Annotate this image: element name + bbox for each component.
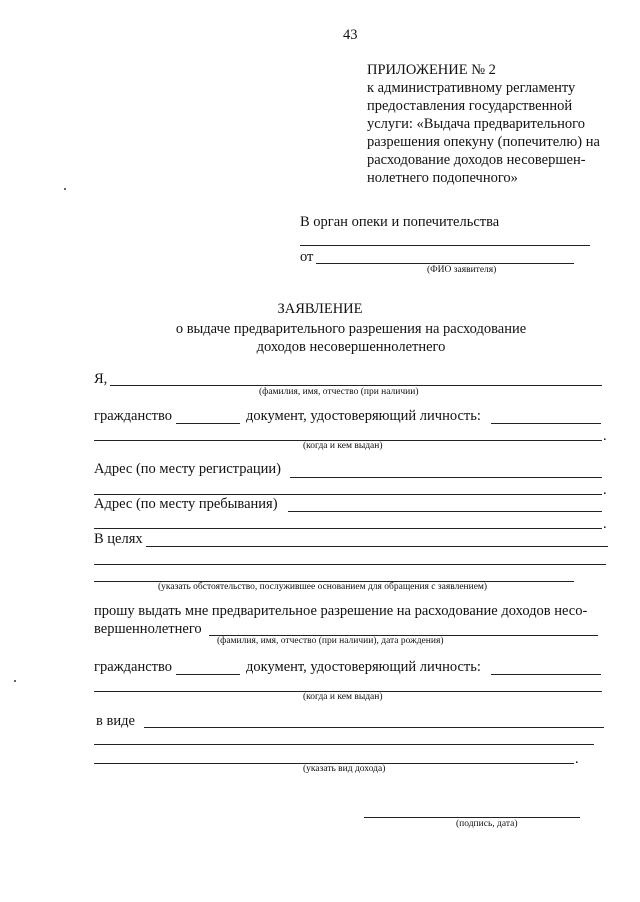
margin-speck (14, 680, 16, 682)
request-text-line-1: прошу выдать мне предварительное разрешение на расходование доходов несо- (94, 603, 588, 619)
citizenship-line[interactable] (176, 423, 240, 424)
income-line-1[interactable] (144, 727, 604, 728)
signature-line[interactable] (364, 817, 580, 818)
document-subtitle-line-2 (0, 338, 640, 356)
purpose-line-2[interactable] (94, 564, 606, 565)
reg-address-label: Адрес (по месту регистрации) (94, 461, 281, 477)
appendix-line: предоставления государственной (367, 98, 573, 114)
purpose-caption: (указать обстоятельство, послужившее основанием для обращения с заявлением) (158, 582, 488, 592)
minor-name-caption: (фамилия, имя, отчество (при наличии), дата рождения) (217, 636, 444, 646)
purpose-label: В целях (94, 531, 143, 547)
document-issued-caption-2: (когда и кем выдан) (303, 692, 383, 702)
appendix-line: услуги: «Выдача предварительного (367, 116, 585, 132)
i-label: Я, (94, 371, 108, 387)
request-text-line-2: вершеннолетнего (94, 621, 202, 637)
appendix-description (367, 79, 637, 187)
applicant-name-caption: (ФИО заявителя) (427, 265, 497, 275)
citizenship-line-2[interactable] (176, 674, 240, 675)
period: . (603, 482, 607, 498)
applicant-fullname-caption: (фамилия, имя, отчество (при наличии) (259, 387, 419, 397)
document-title (0, 300, 640, 318)
subtitle-text-2: доходов несовершеннолетнего (256, 339, 446, 355)
purpose-line-1[interactable] (146, 546, 608, 547)
form-label: в виде (96, 713, 135, 729)
document-line-2[interactable] (491, 674, 601, 675)
document-label: документ, удостоверяющий личность: (246, 408, 481, 424)
citizenship-label-2: гражданство (94, 659, 172, 675)
period: . (603, 516, 607, 532)
applicant-name-line[interactable] (316, 263, 574, 264)
income-caption: (указать вид дохода) (303, 764, 386, 774)
appendix-title: ПРИЛОЖЕНИЕ № 2 (367, 62, 496, 78)
document-issued-caption: (когда и кем выдан) (303, 441, 383, 451)
addressee-to-label: В орган опеки и попечительства (300, 214, 500, 230)
stay-address-line-2[interactable] (94, 528, 602, 529)
reg-address-line-1[interactable] (290, 477, 602, 478)
appendix-line: к административному регламенту (367, 80, 576, 96)
document-title-text: ЗАЯВЛЕНИЕ (277, 301, 363, 317)
stay-address-label: Адрес (по месту пребывания) (94, 496, 278, 512)
appendix-line: нолетнего подопечного» (367, 170, 518, 186)
applicant-fullname-line[interactable] (110, 385, 602, 386)
period: . (603, 428, 607, 444)
document-subtitle-line-1 (0, 320, 640, 338)
margin-speck (64, 188, 66, 190)
addressee-from-label: от (300, 249, 314, 265)
document-line[interactable] (491, 423, 601, 424)
appendix-line: расходование доходов несовершен- (367, 152, 586, 168)
addressee-organ-line[interactable] (300, 245, 590, 246)
subtitle-text-1: о выдаче предварительного разрешения на расходование (175, 321, 527, 337)
stay-address-line-1[interactable] (288, 511, 602, 512)
document-label-2: документ, удостоверяющий личность: (246, 659, 481, 675)
page-number: 43 (343, 27, 358, 43)
period: . (575, 751, 579, 767)
signature-caption: (подпись, дата) (456, 819, 518, 829)
citizenship-label: гражданство (94, 408, 172, 424)
appendix-line: разрешения опекуну (попечителю) на (367, 134, 600, 150)
income-line-2[interactable] (94, 744, 594, 745)
